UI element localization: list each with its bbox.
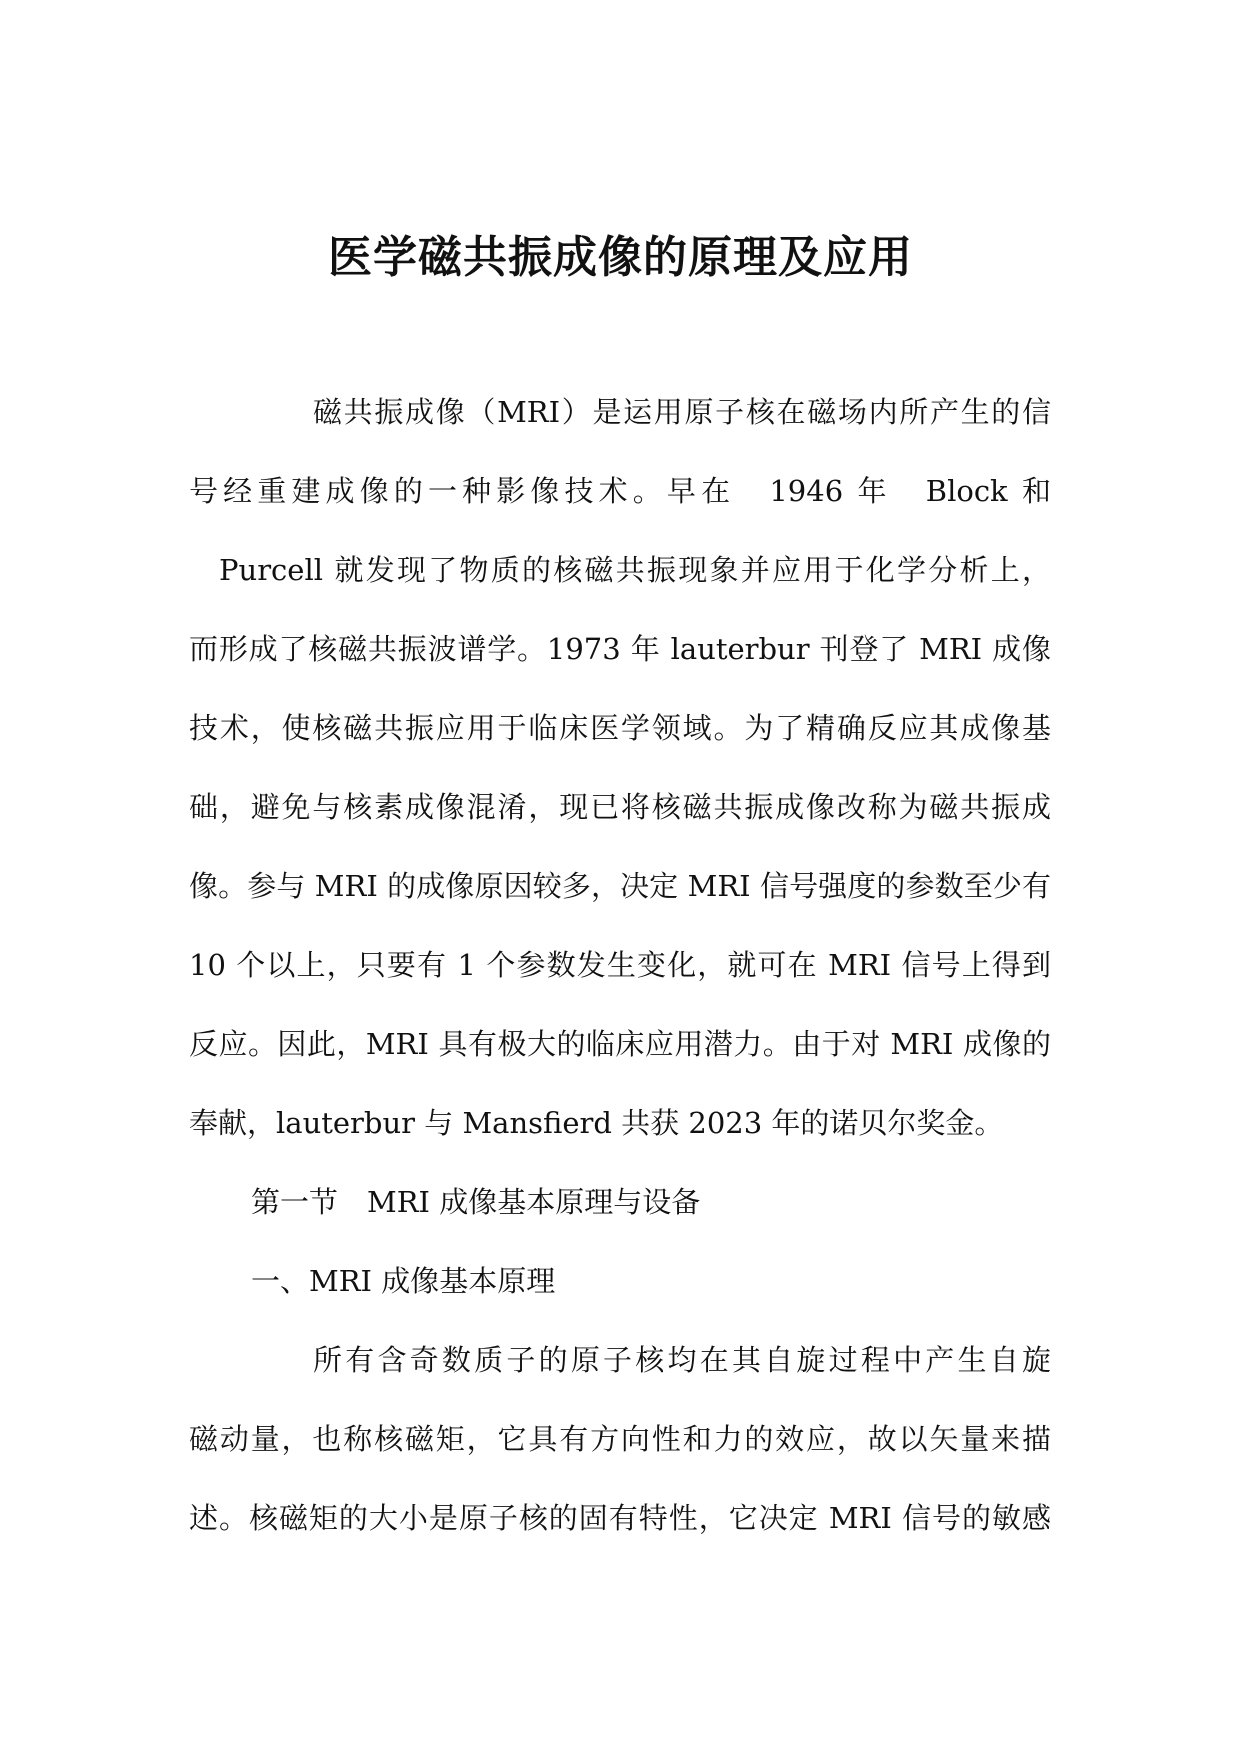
paragraph-line: 础，避免与核素成像混淆，现已将核磁共振成像改称为磁共振成 (189, 790, 1051, 824)
paragraph-line: 磁动量，也称核磁矩，它具有方向性和力的效应，故以矢量来描 (189, 1422, 1051, 1456)
paragraph-line: 磁共振成像（MRI）是运用原子核在磁场内所产生的信 (313, 395, 1051, 429)
paragraph-line: 反应。因此，MRI 具有极大的临床应用潜力。由于对 MRI 成像的 (189, 1027, 1051, 1061)
paragraph-line: 10 个以上，只要有 1 个参数发生变化，就可在 MRI 信号上得到 (189, 948, 1051, 982)
section-heading: 第一节 MRI 成像基本原理与设备 (251, 1185, 701, 1219)
paragraph-line: 所有含奇数质子的原子核均在其自旋过程中产生自旋 (313, 1343, 1051, 1377)
subsection-heading: 一、MRI 成像基本原理 (251, 1264, 556, 1298)
paragraph-line: 述。核磁矩的大小是原子核的固有特性，它决定 MRI 信号的敏感 (189, 1501, 1051, 1535)
paragraph-line: 号经重建成像的一种影像技术。早在 1946 年 Block 和 (189, 474, 1051, 508)
paragraph-line: 而形成了核磁共振波谱学。1973 年 lauterbur 刊登了 MRI 成像 (189, 632, 1051, 666)
paragraph-line: 技术，使核磁共振应用于临床医学领域。为了精确反应其成像基 (189, 711, 1051, 745)
paragraph-line: 奉献，lauterbur 与 Mansfierd 共获 2023 年的诺贝尔奖金。 (189, 1106, 1004, 1140)
document-title: 医学磁共振成像的原理及应用 (328, 232, 913, 283)
paragraph-line: Purcell 就发现了物质的核磁共振现象并应用于化学分析上， (219, 553, 1051, 587)
paragraph-line: 像。参与 MRI 的成像原因较多，决定 MRI 信号强度的参数至少有 (189, 869, 1051, 903)
